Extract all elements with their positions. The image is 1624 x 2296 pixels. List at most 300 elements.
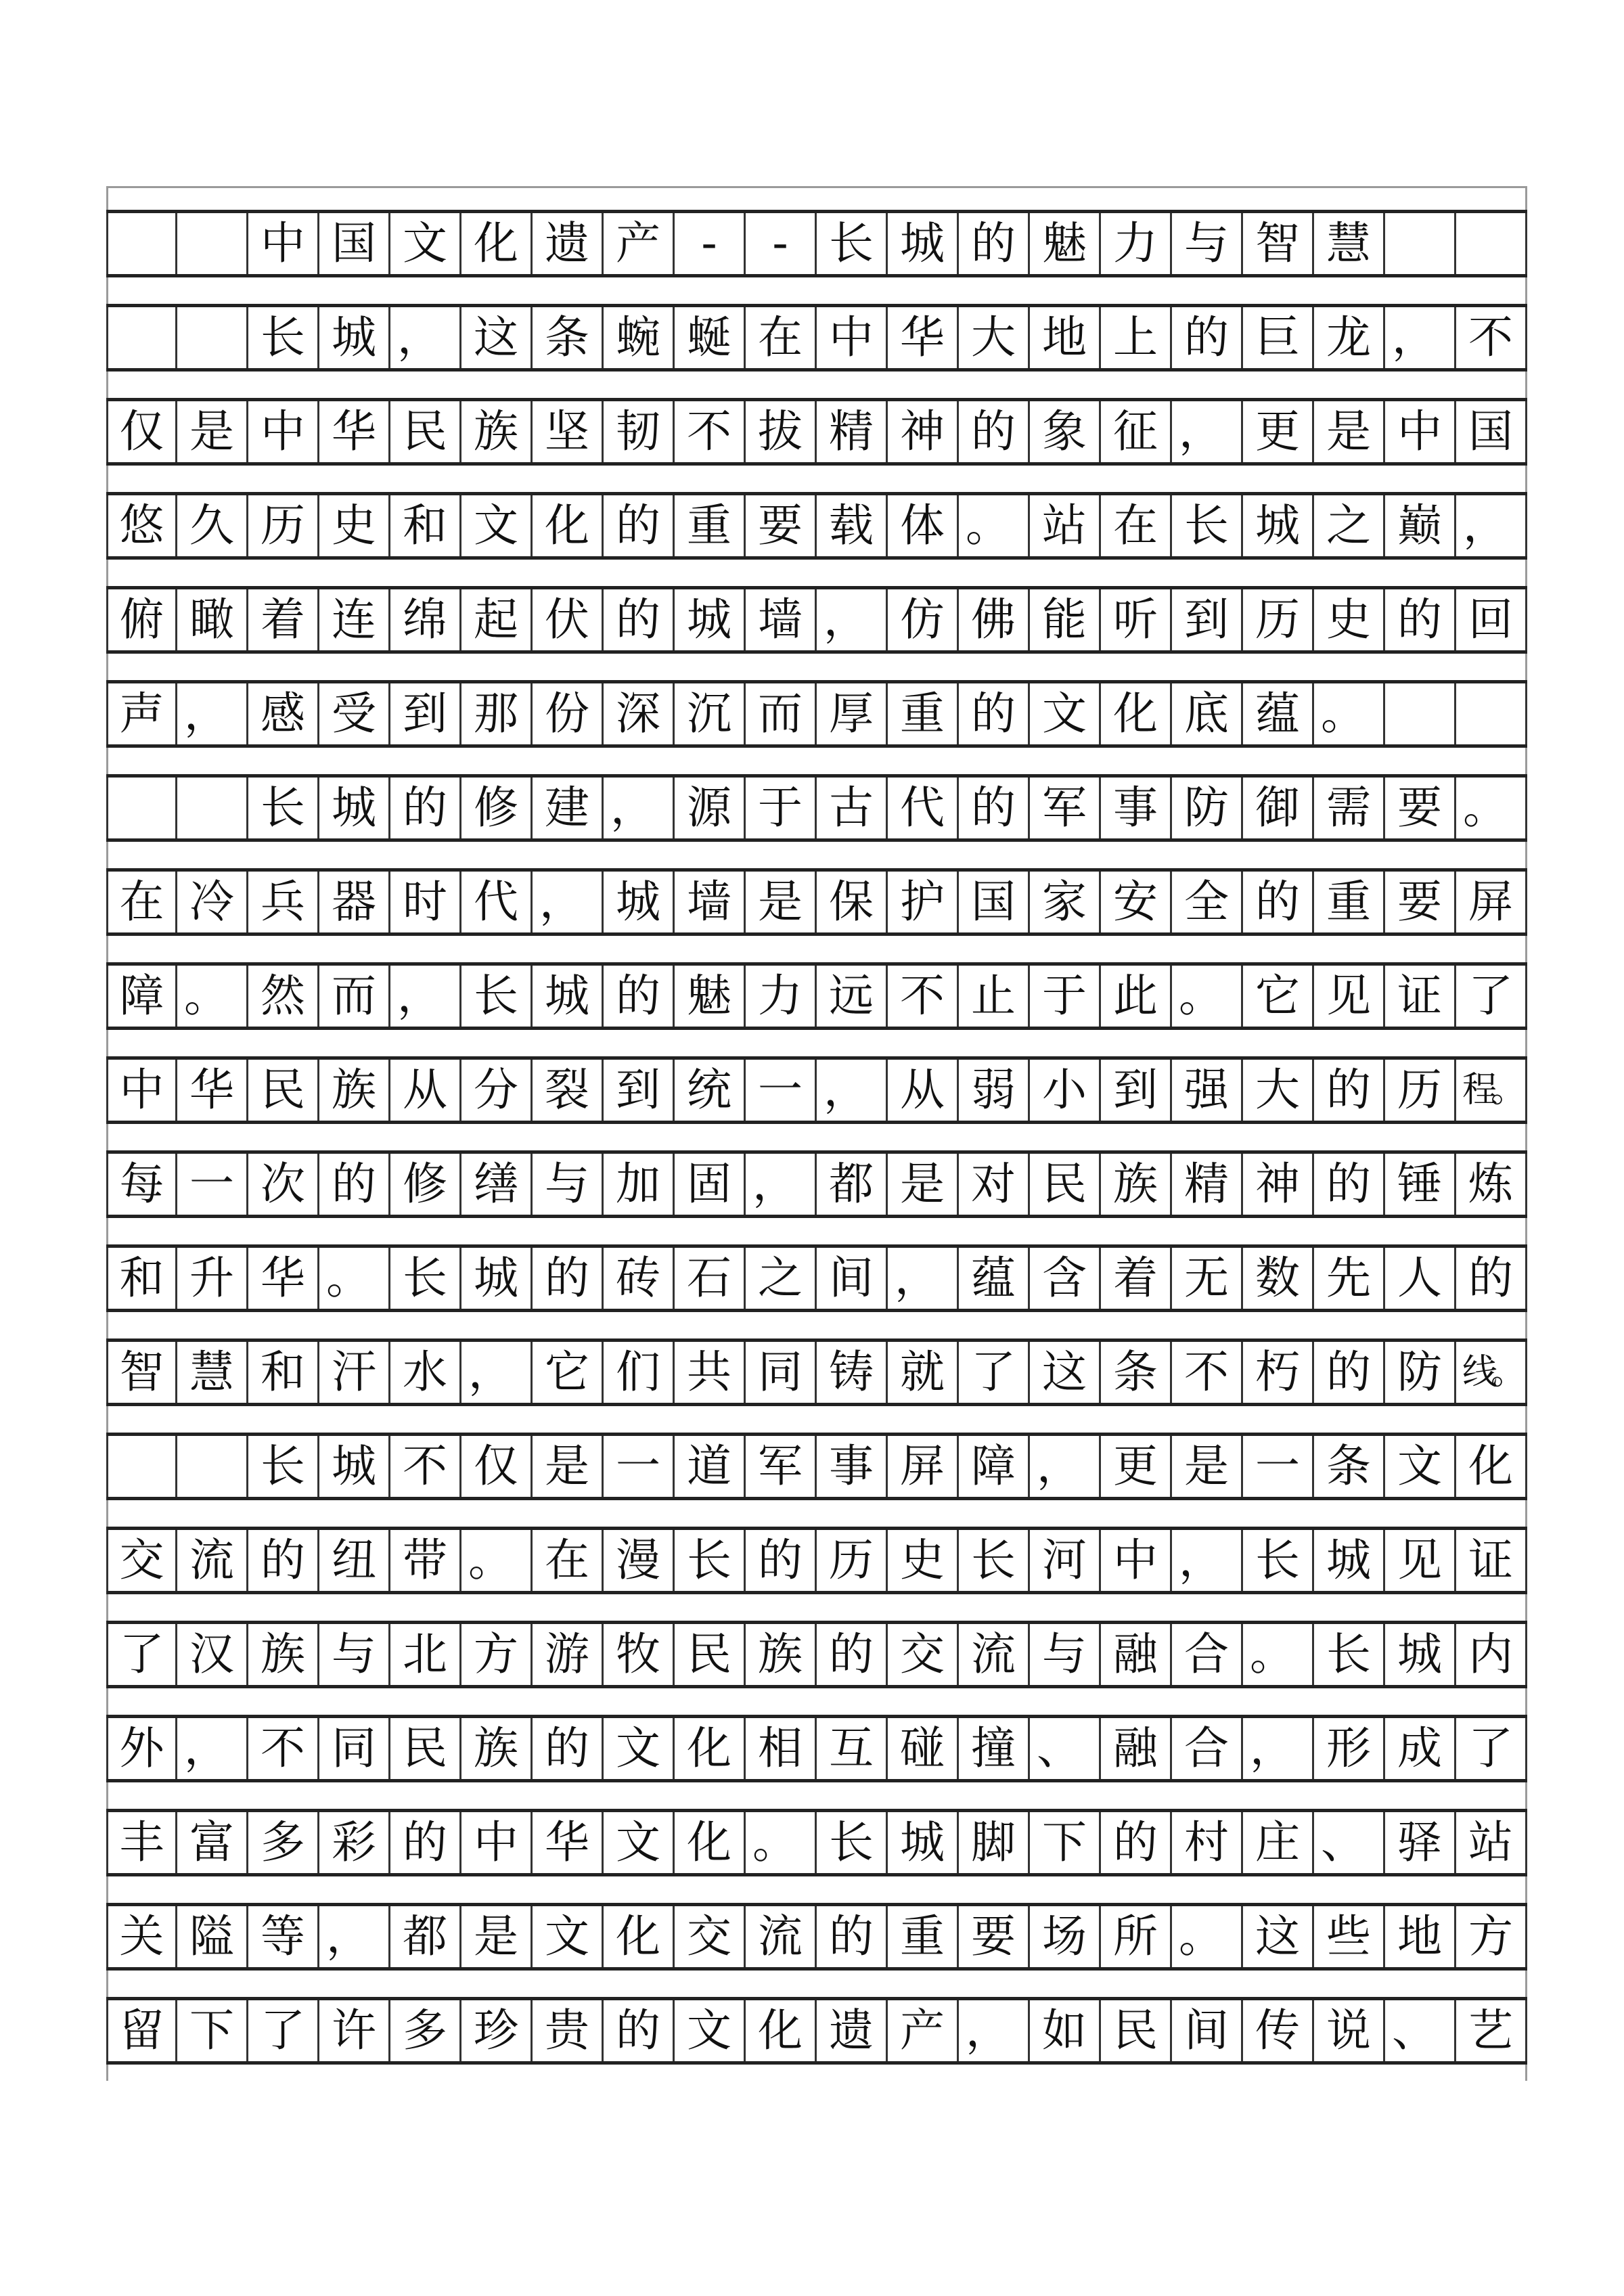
- grid-cell-character: 华: [533, 1812, 604, 1873]
- grid-cell-character: ，: [888, 1248, 959, 1309]
- grid-cell-character: 是: [746, 872, 817, 932]
- grid-cell-character: 之: [746, 1248, 817, 1309]
- grid-cell-character: 的: [959, 683, 1030, 744]
- grid-cell-character: 智: [106, 1342, 177, 1403]
- grid-cell-character: 下: [177, 2000, 248, 2061]
- grid-cell-character: 丰: [106, 1812, 177, 1873]
- grid-cell-character: 是: [533, 1436, 604, 1497]
- grid-cell-character: 文: [675, 2000, 746, 2061]
- grid-cell-character: 、: [1385, 2000, 1456, 2061]
- grid-cell-character: 与: [533, 1154, 604, 1215]
- grid-cell-character: 长: [461, 966, 533, 1027]
- grid-cell-character: 之: [1314, 495, 1385, 556]
- grid-cell-character: 冷: [177, 872, 248, 932]
- grid-cell-character: 在: [106, 872, 177, 932]
- grid-cell-character: 水: [390, 1342, 461, 1403]
- grid-cell-character: ，: [746, 1154, 817, 1215]
- grid-cell-character: 神: [1243, 1154, 1314, 1215]
- grid-cell-character: 回: [1456, 589, 1527, 650]
- grid-cell-character: 史: [319, 495, 390, 556]
- grid-cell-character: 长: [675, 1530, 746, 1591]
- grid-cell-character: 汗: [319, 1342, 390, 1403]
- grid-cell-character: 多: [390, 2000, 461, 2061]
- grid-cell-character: 止: [959, 966, 1030, 1027]
- grid-cell-empty: [177, 778, 248, 838]
- grid-cell-character: 脚: [959, 1812, 1030, 1873]
- grid-cell-empty: [1456, 683, 1527, 744]
- grid-cell-character: 锤: [1385, 1154, 1456, 1215]
- grid-cell-character: 拔: [746, 401, 817, 462]
- grid-cell-character: 都: [817, 1154, 888, 1215]
- grid-cell-character: 证: [1456, 1530, 1527, 1591]
- grid-cell-character: 强: [1172, 1060, 1243, 1121]
- grid-cell-character: 产: [888, 2000, 959, 2061]
- grid-cell-character: ，: [604, 778, 675, 838]
- grid-cell-character: 留: [106, 2000, 177, 2061]
- grid-cell-character: 。: [177, 966, 248, 1027]
- grid-cell-character: ，: [461, 1342, 533, 1403]
- grid-cell-character: 的: [604, 495, 675, 556]
- essay-text-row: [106, 1433, 1527, 1500]
- grid-cell-character: 与: [1030, 1624, 1101, 1685]
- grid-cell-character: 族: [319, 1060, 390, 1121]
- grid-cell-character: 汉: [177, 1624, 248, 1685]
- grid-cell-character: 护: [888, 872, 959, 932]
- grid-cell-character: 民: [675, 1624, 746, 1685]
- grid-cell-character: 无: [1172, 1248, 1243, 1309]
- grid-cell-character: 久: [177, 495, 248, 556]
- grid-cell-character: ，: [1385, 307, 1456, 368]
- grid-cell-character: 相: [746, 1718, 817, 1779]
- grid-cell-character: 城: [533, 966, 604, 1027]
- grid-cell-character: 古: [817, 778, 888, 838]
- grid-cell-character: 这: [1243, 1906, 1314, 1967]
- grid-cell-character: 绵: [390, 589, 461, 650]
- grid-cell-character: 所: [1101, 1906, 1172, 1967]
- grid-cell-character: 蕴: [1243, 683, 1314, 744]
- essay-text-row: [106, 1527, 1527, 1594]
- grid-cell-character: 而: [319, 966, 390, 1027]
- grid-cell-character: 的: [1314, 1154, 1385, 1215]
- grid-cell-character: 先: [1314, 1248, 1385, 1309]
- grid-cell-character: 伏: [533, 589, 604, 650]
- grid-cell-character: 建: [533, 778, 604, 838]
- grid-cell-character: 精: [1172, 1154, 1243, 1215]
- grid-cell-character: 民: [390, 1718, 461, 1779]
- grid-cell-character: 铸: [817, 1342, 888, 1403]
- grid-cell-character: 长: [1243, 1530, 1314, 1591]
- grid-cell-character: 河: [1030, 1530, 1101, 1591]
- grid-cell-character: 安: [1101, 872, 1172, 932]
- grid-cell-character: 融: [1101, 1624, 1172, 1685]
- grid-cell-character: 分: [461, 1060, 533, 1121]
- essay-text-row: [106, 680, 1527, 748]
- grid-cell-character: 的: [1172, 307, 1243, 368]
- grid-cell-character: 起: [461, 589, 533, 650]
- grid-cell-character: ，: [817, 1060, 888, 1121]
- grid-cell-character: 间: [817, 1248, 888, 1309]
- essay-text-row: [106, 1715, 1527, 1782]
- grid-cell-character: -: [746, 213, 817, 274]
- grid-cell-character: 坚: [533, 401, 604, 462]
- grid-cell-character: 魅: [1030, 213, 1101, 274]
- grid-cell-character: 的: [533, 1718, 604, 1779]
- grid-cell-character: 就: [888, 1342, 959, 1403]
- grid-cell-character: 连: [319, 589, 390, 650]
- grid-cell-character: 间: [1172, 2000, 1243, 2061]
- grid-cell-character: 城: [319, 1436, 390, 1497]
- grid-cell-character: 流: [746, 1906, 817, 1967]
- grid-cell-character: 地: [1385, 1906, 1456, 1967]
- grid-cell-character: 悠: [106, 495, 177, 556]
- grid-cell-character: 内: [1456, 1624, 1527, 1685]
- essay-text-row: [106, 586, 1527, 654]
- grid-cell-character: 弱: [959, 1060, 1030, 1121]
- grid-cell-character: 都: [390, 1906, 461, 1967]
- grid-cell-character: 是: [1172, 1436, 1243, 1497]
- grid-cell-character: 华: [319, 401, 390, 462]
- grid-cell-character: 更: [1101, 1436, 1172, 1497]
- grid-cell-character: 族: [461, 1718, 533, 1779]
- grid-cell-character: 文: [533, 1906, 604, 1967]
- grid-cell-character: 长: [390, 1248, 461, 1309]
- grid-cell-character: 的: [817, 1906, 888, 1967]
- grid-cell-character: 力: [746, 966, 817, 1027]
- grid-cell-character: 缮: [461, 1154, 533, 1215]
- grid-cell-character: 的: [390, 778, 461, 838]
- grid-cell-character: 是: [1314, 401, 1385, 462]
- grid-cell-character: 长: [1314, 1624, 1385, 1685]
- grid-cell-character: ，: [177, 683, 248, 744]
- grid-cell-character: 长: [959, 1530, 1030, 1591]
- grid-cell-character: 感: [248, 683, 319, 744]
- grid-cell-character: 城: [1385, 1624, 1456, 1685]
- grid-cell-character: 大: [1243, 1060, 1314, 1121]
- grid-cell-character: 巨: [1243, 307, 1314, 368]
- grid-cell-character: 统: [675, 1060, 746, 1121]
- grid-cell-character: 代: [888, 778, 959, 838]
- grid-cell-character: 要: [1385, 872, 1456, 932]
- grid-cell-character: 见: [1385, 1530, 1456, 1591]
- essay-text-row: [106, 1997, 1527, 2065]
- grid-cell-character: 形: [1314, 1718, 1385, 1779]
- grid-cell-empty: [1456, 213, 1527, 274]
- grid-cell-character: 文: [1030, 683, 1101, 744]
- grid-cell-character: 条: [1101, 1342, 1172, 1403]
- essay-text-row: [106, 492, 1527, 560]
- grid-cell-character: 历: [1385, 1060, 1456, 1121]
- grid-cell-character: 产: [604, 213, 675, 274]
- grid-cell-character: 下: [1030, 1812, 1101, 1873]
- grid-cell-character: 民: [1101, 2000, 1172, 2061]
- grid-cell-character: 到: [604, 1060, 675, 1121]
- grid-cell-character: 的: [959, 401, 1030, 462]
- grid-cell-character: 上: [1101, 307, 1172, 368]
- grid-cell-character: 条: [533, 307, 604, 368]
- grid-cell-character: 外: [106, 1718, 177, 1779]
- grid-cell-character: 城: [319, 307, 390, 368]
- grid-cell-character: 城: [1243, 495, 1314, 556]
- grid-cell-character: 从: [390, 1060, 461, 1121]
- grid-cell-character: ，: [1243, 1718, 1314, 1779]
- grid-cell-character: 到: [390, 683, 461, 744]
- grid-cell-character: 证: [1385, 966, 1456, 1027]
- grid-cell-character: 这: [461, 307, 533, 368]
- grid-cell-character: 的: [959, 778, 1030, 838]
- grid-cell-character: 要: [1385, 778, 1456, 838]
- grid-cell-character: 华: [177, 1060, 248, 1121]
- grid-cell-character: 声: [106, 683, 177, 744]
- grid-cell-character: 能: [1030, 589, 1101, 650]
- grid-cell-character: 器: [319, 872, 390, 932]
- essay-text-row: [106, 1903, 1527, 1971]
- grid-cell-character: 、: [1314, 1812, 1385, 1873]
- grid-cell-character: 重: [675, 495, 746, 556]
- grid-cell-character: 修: [390, 1154, 461, 1215]
- grid-cell-character: 成: [1385, 1718, 1456, 1779]
- grid-cell-character: 。: [746, 1812, 817, 1873]
- grid-cell-character: 同: [319, 1718, 390, 1779]
- grid-cell-character: 交: [106, 1530, 177, 1591]
- grid-cell-character: 站: [1030, 495, 1101, 556]
- grid-cell-character: 源: [675, 778, 746, 838]
- grid-cell-character: ，: [319, 1906, 390, 1967]
- grid-cell-character: 慧: [177, 1342, 248, 1403]
- grid-cell-character: 族: [461, 401, 533, 462]
- grid-cell-character: 民: [390, 401, 461, 462]
- grid-cell-character: 加: [604, 1154, 675, 1215]
- grid-cell-character: ，: [177, 1718, 248, 1779]
- grid-cell-character: 了: [1456, 1718, 1527, 1779]
- grid-cell-character: 对: [959, 1154, 1030, 1215]
- grid-cell-character: 载: [817, 495, 888, 556]
- grid-cell-character: 和: [390, 495, 461, 556]
- grid-cell-character: 征: [1101, 401, 1172, 462]
- grid-cell-character: 军: [1030, 778, 1101, 838]
- grid-cell-character: 的: [319, 1154, 390, 1215]
- grid-cell-empty: [106, 307, 177, 368]
- grid-cell-character: 障: [106, 966, 177, 1027]
- grid-cell-character: 关: [106, 1906, 177, 1967]
- grid-cell-character: 说: [1314, 2000, 1385, 2061]
- grid-cell-character: 地: [1030, 307, 1101, 368]
- grid-cell-character: 化: [746, 2000, 817, 2061]
- grid-cell-character: 纽: [319, 1530, 390, 1591]
- grid-cell-character: 城: [604, 872, 675, 932]
- grid-cell-character: 驿: [1385, 1812, 1456, 1873]
- grid-cell-character: 全: [1172, 872, 1243, 932]
- grid-cell-character: 北: [390, 1624, 461, 1685]
- grid-cell-character: 。: [1172, 1906, 1243, 1967]
- grid-cell-character: 互: [817, 1718, 888, 1779]
- grid-cell-character: 化: [675, 1718, 746, 1779]
- grid-cell-character: 流: [177, 1530, 248, 1591]
- grid-cell-character: 兵: [248, 872, 319, 932]
- grid-cell-character: 于: [1030, 966, 1101, 1027]
- grid-cell-character: 屏: [1456, 872, 1527, 932]
- grid-cell-character: 听: [1101, 589, 1172, 650]
- grid-cell-character: 的: [390, 1812, 461, 1873]
- grid-cell-character: 文: [390, 213, 461, 274]
- grid-cell-character: 事: [817, 1436, 888, 1497]
- grid-cell-character: 历: [248, 495, 319, 556]
- grid-cell-character: 砖: [604, 1248, 675, 1309]
- grid-cell-character: ，: [817, 589, 888, 650]
- grid-cell-character: 游: [533, 1624, 604, 1685]
- grid-cell-character: 韧: [604, 401, 675, 462]
- grid-cell-character: 华: [888, 307, 959, 368]
- grid-cell-empty: [106, 213, 177, 274]
- grid-cell-character: 化: [461, 213, 533, 274]
- grid-cell-character: 障: [959, 1436, 1030, 1497]
- grid-cell-character: 事: [1101, 778, 1172, 838]
- grid-cell-character: 智: [1243, 213, 1314, 274]
- grid-cell-character: 方: [461, 1624, 533, 1685]
- grid-cell-character: 珍: [461, 2000, 533, 2061]
- grid-cell-character: 长: [1172, 495, 1243, 556]
- grid-cell-character: 长: [248, 778, 319, 838]
- essay-text-row: [106, 774, 1527, 842]
- grid-cell-character: 在: [533, 1530, 604, 1591]
- grid-cell-character: ，: [390, 307, 461, 368]
- grid-cell-character: 的: [746, 1530, 817, 1591]
- essay-text-row: [106, 1338, 1527, 1406]
- essay-text-row: [106, 1150, 1527, 1218]
- grid-cell-character: 道: [675, 1436, 746, 1497]
- grid-cell-character: 力: [1101, 213, 1172, 274]
- grid-cell-character: 民: [1030, 1154, 1101, 1215]
- grid-cell-character: 中: [817, 307, 888, 368]
- grid-cell-character: 份: [533, 683, 604, 744]
- grid-cell-character: 此: [1101, 966, 1172, 1027]
- grid-cell-character: 远: [817, 966, 888, 1027]
- grid-cell-character: 龙: [1314, 307, 1385, 368]
- grid-cell-character: 撞: [959, 1718, 1030, 1779]
- grid-cell-character: 的: [1456, 1248, 1527, 1309]
- grid-cell-character: 碰: [888, 1718, 959, 1779]
- essay-text-row: [106, 398, 1527, 466]
- grid-cell-character: 城: [461, 1248, 533, 1309]
- grid-cell-character: 一: [746, 1060, 817, 1121]
- grid-cell-character: 然: [248, 966, 319, 1027]
- grid-cell-character: 的: [604, 589, 675, 650]
- essay-text-row: [106, 1244, 1527, 1312]
- grid-cell-character: 的: [604, 966, 675, 1027]
- grid-cell-character: 着: [1101, 1248, 1172, 1309]
- grid-cell-character: 化: [675, 1812, 746, 1873]
- grid-cell-character: 。: [1314, 683, 1385, 744]
- grid-cell-character: 城: [319, 778, 390, 838]
- grid-cell-character: 时: [390, 872, 461, 932]
- grid-cell-character: 更: [1243, 401, 1314, 462]
- grid-cell-character: 小: [1030, 1060, 1101, 1121]
- grid-cell-character: 不: [390, 1436, 461, 1497]
- grid-cell-character: 和: [248, 1342, 319, 1403]
- grid-cell-character: 它: [533, 1342, 604, 1403]
- grid-cell-empty: [106, 778, 177, 838]
- essay-text-row: [106, 962, 1527, 1030]
- grid-cell-empty: [1385, 213, 1456, 274]
- essay-text-row: [106, 1621, 1527, 1688]
- grid-cell-character: 、: [1030, 1718, 1101, 1779]
- grid-cell-character: 蕴: [959, 1248, 1030, 1309]
- grid-cell-character: 长: [248, 307, 319, 368]
- grid-cell-character: 如: [1030, 2000, 1101, 2061]
- grid-cell-character: 与: [319, 1624, 390, 1685]
- grid-cell-character: 中: [1101, 1530, 1172, 1591]
- grid-cell-character: 。: [461, 1530, 533, 1591]
- grid-cell-character: 墙: [746, 589, 817, 650]
- grid-cell-character: 的: [1314, 1342, 1385, 1403]
- grid-cell-character: 中: [248, 213, 319, 274]
- grid-cell-character: 。: [959, 495, 1030, 556]
- grid-cell-character: 每: [106, 1154, 177, 1215]
- grid-cell-character: 蜒: [675, 307, 746, 368]
- grid-cell-character: 文: [461, 495, 533, 556]
- grid-cell-character: 华: [248, 1248, 319, 1309]
- grid-cell-character: 朽: [1243, 1342, 1314, 1403]
- grid-cell-character: 仅: [106, 401, 177, 462]
- grid-cell-character: 化: [1456, 1436, 1527, 1497]
- grid-cell-character: 长: [817, 213, 888, 274]
- grid-cell-character: 国: [1456, 401, 1527, 462]
- grid-cell-character: 在: [746, 307, 817, 368]
- grid-cell-character: 于: [746, 778, 817, 838]
- grid-cell-character: 的: [248, 1530, 319, 1591]
- grid-cell-character: 代: [461, 872, 533, 932]
- grid-cell-character: 族: [1101, 1154, 1172, 1215]
- grid-cell-character: 到: [1172, 589, 1243, 650]
- grid-cell-character: 军: [746, 1436, 817, 1497]
- grid-cell-character: 化: [533, 495, 604, 556]
- grid-cell-character: 不: [1172, 1342, 1243, 1403]
- grid-cell-character: ，: [1456, 495, 1527, 556]
- grid-cell-character: 修: [461, 778, 533, 838]
- grid-cell-character: 化: [604, 1906, 675, 1967]
- grid-cell-character: 的: [817, 1624, 888, 1685]
- grid-cell-character: 仅: [461, 1436, 533, 1497]
- grid-cell-character: ，: [1030, 1436, 1101, 1497]
- grid-cell-character: 家: [1030, 872, 1101, 932]
- grid-cell-character: 受: [319, 683, 390, 744]
- grid-cell-character: 城: [675, 589, 746, 650]
- grid-cell-character: 而: [746, 683, 817, 744]
- grid-cell-character: 佛: [959, 589, 1030, 650]
- manuscript-grid-paper: [106, 186, 1527, 2081]
- grid-cell-empty: [177, 307, 248, 368]
- grid-cell-character: ，: [1172, 1530, 1243, 1591]
- grid-cell-character: 不: [888, 966, 959, 1027]
- grid-cell-character: 中: [461, 1812, 533, 1873]
- grid-cell-empty: [106, 1436, 177, 1497]
- grid-cell-character: 城: [888, 1812, 959, 1873]
- grid-cell-empty: [177, 213, 248, 274]
- grid-cell-character: 和: [106, 1248, 177, 1309]
- grid-cell-character: 文: [604, 1812, 675, 1873]
- grid-cell-character: 合: [1172, 1718, 1243, 1779]
- grid-cell-character: 炼: [1456, 1154, 1527, 1215]
- grid-cell-character: 文: [604, 1718, 675, 1779]
- grid-cell-character: 许: [319, 2000, 390, 2061]
- essay-text-row: [106, 1056, 1527, 1124]
- grid-cell-character: 俯: [106, 589, 177, 650]
- grid-cell-character: 是: [888, 1154, 959, 1215]
- grid-cell-character: 在: [1101, 495, 1172, 556]
- grid-cell-character: 了: [248, 2000, 319, 2061]
- grid-cell-character: 不: [1456, 307, 1527, 368]
- grid-cell-character: 程。: [1456, 1060, 1527, 1121]
- grid-cell-character: 是: [177, 401, 248, 462]
